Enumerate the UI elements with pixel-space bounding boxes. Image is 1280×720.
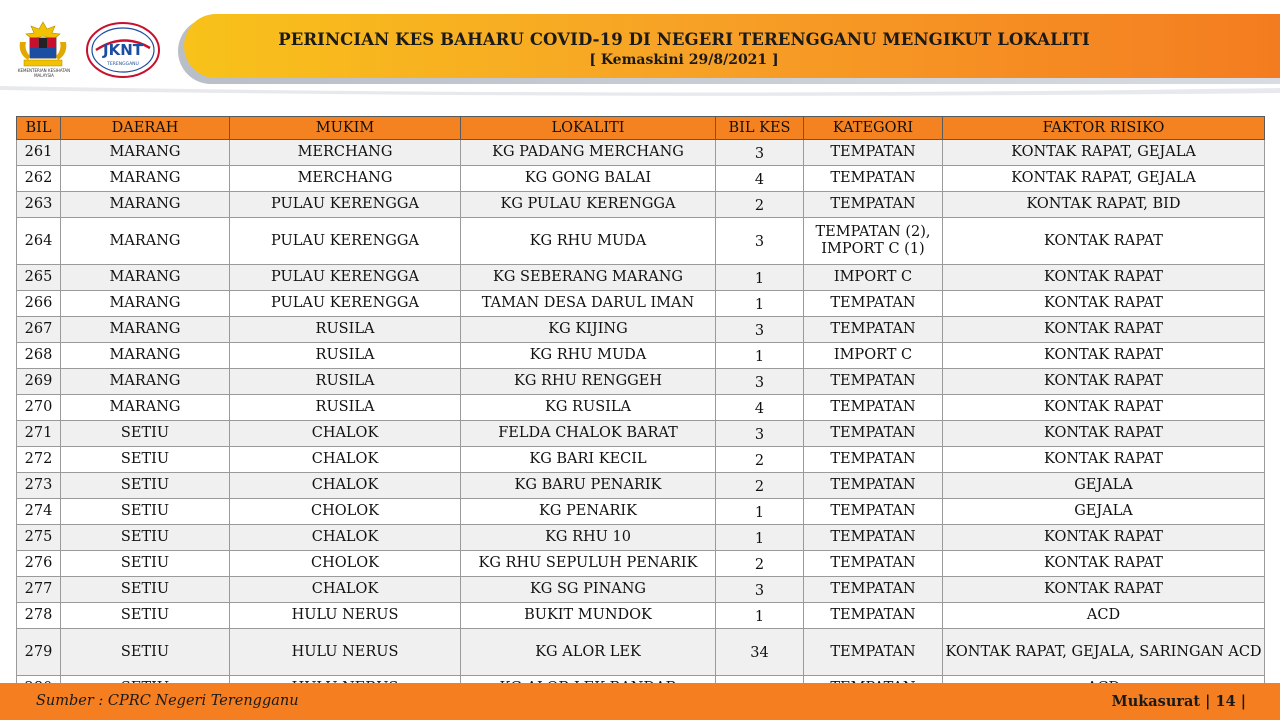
table-row xyxy=(17,447,1265,473)
cell-daerah: SETIU xyxy=(61,629,230,676)
cell-daerah: SETIU xyxy=(61,551,230,577)
cell-mukim: CHALOK xyxy=(230,447,461,473)
cell-mukim: CHOLOK xyxy=(230,551,461,577)
cell-kes: 3 xyxy=(716,317,804,343)
page-number: Mukasurat | 14 | xyxy=(1111,693,1246,710)
cell-mukim: CHOLOK xyxy=(230,499,461,525)
cell-daerah: MARANG xyxy=(61,395,230,421)
cell-kes: 2 xyxy=(716,473,804,499)
cell-kategori: TEMPATAN xyxy=(804,395,943,421)
cell-bil: 274 xyxy=(17,499,61,525)
cell-kes: 1 xyxy=(716,525,804,551)
cell-daerah: SETIU xyxy=(61,525,230,551)
cell-lokaliti: KG PADANG MERCHANG xyxy=(461,140,716,166)
cell-daerah: MARANG xyxy=(61,192,230,218)
cell-faktor: KONTAK RAPAT, GEJALA xyxy=(943,140,1265,166)
cell-faktor: KONTAK RAPAT xyxy=(943,551,1265,577)
cell-kategori: TEMPATAN xyxy=(804,577,943,603)
table-row xyxy=(17,218,1265,265)
cell-mukim: PULAU KERENGGA xyxy=(230,265,461,291)
cell-kategori: TEMPATAN xyxy=(804,166,943,192)
col-header-mukim: MUKIM xyxy=(230,117,461,140)
table-row xyxy=(17,395,1265,421)
cell-mukim: RUSILA xyxy=(230,343,461,369)
cell-mukim: MERCHANG xyxy=(230,140,461,166)
table-row xyxy=(17,473,1265,499)
cell-daerah: SETIU xyxy=(61,499,230,525)
table-row xyxy=(17,140,1265,166)
jknt-logo-caption: TERENGGANU xyxy=(107,62,139,67)
cell-kategori: TEMPATAN xyxy=(804,140,943,166)
cell-kategori: IMPORT C xyxy=(804,343,943,369)
cell-kes: 1 xyxy=(716,291,804,317)
cell-bil: 269 xyxy=(17,369,61,395)
table-row xyxy=(17,525,1265,551)
cell-bil: 278 xyxy=(17,603,61,629)
cell-lokaliti: KG RHU RENGGEH xyxy=(461,369,716,395)
cell-kes: 1 xyxy=(716,343,804,369)
cell-kategori: TEMPATAN xyxy=(804,473,943,499)
cell-lokaliti: KG PENARIK xyxy=(461,499,716,525)
cell-lokaliti: KG KIJING xyxy=(461,317,716,343)
col-header-lokaliti: LOKALITI xyxy=(461,117,716,140)
cell-kes: 4 xyxy=(716,395,804,421)
cell-bil: 273 xyxy=(17,473,61,499)
cell-bil: 262 xyxy=(17,166,61,192)
cell-bil: 267 xyxy=(17,317,61,343)
cell-lokaliti: KG RHU SEPULUH PENARIK xyxy=(461,551,716,577)
cell-bil: 272 xyxy=(17,447,61,473)
table-row xyxy=(17,421,1265,447)
cell-kategori: TEMPATAN xyxy=(804,603,943,629)
cell-faktor: KONTAK RAPAT xyxy=(943,421,1265,447)
cell-lokaliti: KG BARI KECIL xyxy=(461,447,716,473)
cell-bil: 271 xyxy=(17,421,61,447)
cell-daerah: SETIU xyxy=(61,473,230,499)
cell-lokaliti: KG RHU MUDA xyxy=(461,218,716,265)
table-header-row xyxy=(17,117,1265,140)
cell-kes: 1 xyxy=(716,603,804,629)
cell-kes: 2 xyxy=(716,551,804,577)
cases-table xyxy=(16,116,1265,702)
cell-kes: 3 xyxy=(716,369,804,395)
cell-lokaliti: BUKIT MUNDOK xyxy=(461,603,716,629)
cell-daerah: MARANG xyxy=(61,218,230,265)
cell-mukim: CHALOK xyxy=(230,473,461,499)
cell-faktor: KONTAK RAPAT xyxy=(943,369,1265,395)
cell-mukim: PULAU KERENGGA xyxy=(230,291,461,317)
table-row xyxy=(17,291,1265,317)
cell-kes: 3 xyxy=(716,421,804,447)
cell-bil: 263 xyxy=(17,192,61,218)
page-subtitle: [ Kemaskini 29/8/2021 ] xyxy=(589,52,779,68)
table-row xyxy=(17,166,1265,192)
cell-mukim: RUSILA xyxy=(230,317,461,343)
jknt-logo xyxy=(84,20,162,80)
cell-lokaliti: FELDA CHALOK BARAT xyxy=(461,421,716,447)
cell-bil: 276 xyxy=(17,551,61,577)
cell-daerah: MARANG xyxy=(61,343,230,369)
cell-daerah: MARANG xyxy=(61,369,230,395)
cell-kes: 3 xyxy=(716,577,804,603)
cell-faktor: KONTAK RAPAT, BID xyxy=(943,192,1265,218)
table-row xyxy=(17,629,1265,676)
cell-faktor: KONTAK RAPAT xyxy=(943,343,1265,369)
page-footer xyxy=(0,683,1280,720)
kkm-logo-caption: KEMENTERIAN KESIHATAN MALAYSIA xyxy=(17,68,71,78)
cell-lokaliti: KG BARU PENARIK xyxy=(461,473,716,499)
cell-daerah: SETIU xyxy=(61,421,230,447)
cell-kes: 1 xyxy=(716,265,804,291)
cell-daerah: SETIU xyxy=(61,447,230,473)
col-header-bil: BIL xyxy=(17,117,61,140)
col-header-bil-kes: BIL KES xyxy=(716,117,804,140)
table-row xyxy=(17,265,1265,291)
cell-kategori: TEMPATAN xyxy=(804,551,943,577)
cell-mukim: CHALOK xyxy=(230,577,461,603)
cell-bil: 270 xyxy=(17,395,61,421)
cell-mukim: RUSILA xyxy=(230,395,461,421)
cell-faktor: KONTAK RAPAT xyxy=(943,218,1265,265)
cell-lokaliti: KG GONG BALAI xyxy=(461,166,716,192)
col-header-faktor-risiko: FAKTOR RISIKO xyxy=(943,117,1265,140)
cell-faktor: KONTAK RAPAT xyxy=(943,395,1265,421)
cell-kes: 4 xyxy=(716,166,804,192)
table-row xyxy=(17,369,1265,395)
cell-faktor: KONTAK RAPAT, GEJALA, SARINGAN ACD xyxy=(943,629,1265,676)
cell-kes: 1 xyxy=(716,499,804,525)
cell-bil: 277 xyxy=(17,577,61,603)
cell-mukim: RUSILA xyxy=(230,369,461,395)
cell-lokaliti: KG ALOR LEK xyxy=(461,629,716,676)
table-row xyxy=(17,499,1265,525)
cell-daerah: MARANG xyxy=(61,291,230,317)
cell-kategori: TEMPATAN xyxy=(804,369,943,395)
cell-kategori: TEMPATAN xyxy=(804,421,943,447)
cell-kategori: IMPORT C xyxy=(804,265,943,291)
cell-kategori: TEMPATAN xyxy=(804,525,943,551)
cell-faktor: KONTAK RAPAT xyxy=(943,525,1265,551)
page-header xyxy=(0,0,1280,100)
cell-bil: 268 xyxy=(17,343,61,369)
cell-bil: 275 xyxy=(17,525,61,551)
header-swoosh xyxy=(0,84,1280,98)
cell-kes: 2 xyxy=(716,447,804,473)
cell-bil: 279 xyxy=(17,629,61,676)
cell-bil: 261 xyxy=(17,140,61,166)
cell-lokaliti: KG SG PINANG xyxy=(461,577,716,603)
cell-faktor: ACD xyxy=(943,603,1265,629)
jknt-logo-text: JKNT xyxy=(103,41,143,59)
table-body xyxy=(17,140,1265,702)
cell-kategori: TEMPATAN xyxy=(804,629,943,676)
cell-mukim: PULAU KERENGGA xyxy=(230,192,461,218)
cell-daerah: MARANG xyxy=(61,140,230,166)
cell-mukim: CHALOK xyxy=(230,525,461,551)
cell-mukim: MERCHANG xyxy=(230,166,461,192)
cell-daerah: MARANG xyxy=(61,317,230,343)
cell-bil: 264 xyxy=(17,218,61,265)
page-title: PERINCIAN KES BAHARU COVID-19 DI NEGERI TERENGGANU MENGIKUT LOKALITI xyxy=(278,30,1090,49)
cell-daerah: MARANG xyxy=(61,265,230,291)
cell-kes: 3 xyxy=(716,140,804,166)
cell-bil: 265 xyxy=(17,265,61,291)
cell-kategori: TEMPATAN xyxy=(804,447,943,473)
cell-kes: 34 xyxy=(716,629,804,676)
cell-lokaliti: KG SEBERANG MARANG xyxy=(461,265,716,291)
cell-faktor: KONTAK RAPAT xyxy=(943,317,1265,343)
cell-faktor: KONTAK RAPAT, GEJALA xyxy=(943,166,1265,192)
table-row xyxy=(17,577,1265,603)
cell-faktor: KONTAK RAPAT xyxy=(943,265,1265,291)
cell-lokaliti: TAMAN DESA DARUL IMAN xyxy=(461,291,716,317)
cell-faktor: GEJALA xyxy=(943,473,1265,499)
cell-faktor: KONTAK RAPAT xyxy=(943,577,1265,603)
table-row xyxy=(17,603,1265,629)
cell-faktor: KONTAK RAPAT xyxy=(943,447,1265,473)
cell-kategori: TEMPATAN xyxy=(804,192,943,218)
cell-mukim: HULU NERUS xyxy=(230,629,461,676)
source-note: Sumber : CPRC Negeri Terengganu xyxy=(36,693,299,709)
cell-mukim: CHALOK xyxy=(230,421,461,447)
cell-daerah: SETIU xyxy=(61,603,230,629)
cell-lokaliti: KG RHU 10 xyxy=(461,525,716,551)
table-row xyxy=(17,551,1265,577)
cell-kategori: TEMPATAN xyxy=(804,317,943,343)
cell-faktor: GEJALA xyxy=(943,499,1265,525)
cell-kategori: TEMPATAN xyxy=(804,291,943,317)
table-row xyxy=(17,192,1265,218)
cell-lokaliti: KG RUSILA xyxy=(461,395,716,421)
cell-lokaliti: KG RHU MUDA xyxy=(461,343,716,369)
cell-kategori: TEMPATAN (2), IMPORT C (1) xyxy=(804,218,943,265)
table-row xyxy=(17,317,1265,343)
col-header-daerah: DAERAH xyxy=(61,117,230,140)
cell-kategori: TEMPATAN xyxy=(804,499,943,525)
cell-lokaliti: KG PULAU KERENGGA xyxy=(461,192,716,218)
cell-daerah: SETIU xyxy=(61,577,230,603)
cell-mukim: HULU NERUS xyxy=(230,603,461,629)
cell-bil: 266 xyxy=(17,291,61,317)
cell-mukim: PULAU KERENGGA xyxy=(230,218,461,265)
cell-daerah: MARANG xyxy=(61,166,230,192)
cell-kes: 2 xyxy=(716,192,804,218)
table-row xyxy=(17,343,1265,369)
col-header-kategori: KATEGORI xyxy=(804,117,943,140)
cell-faktor: KONTAK RAPAT xyxy=(943,291,1265,317)
cell-kes: 3 xyxy=(716,218,804,265)
